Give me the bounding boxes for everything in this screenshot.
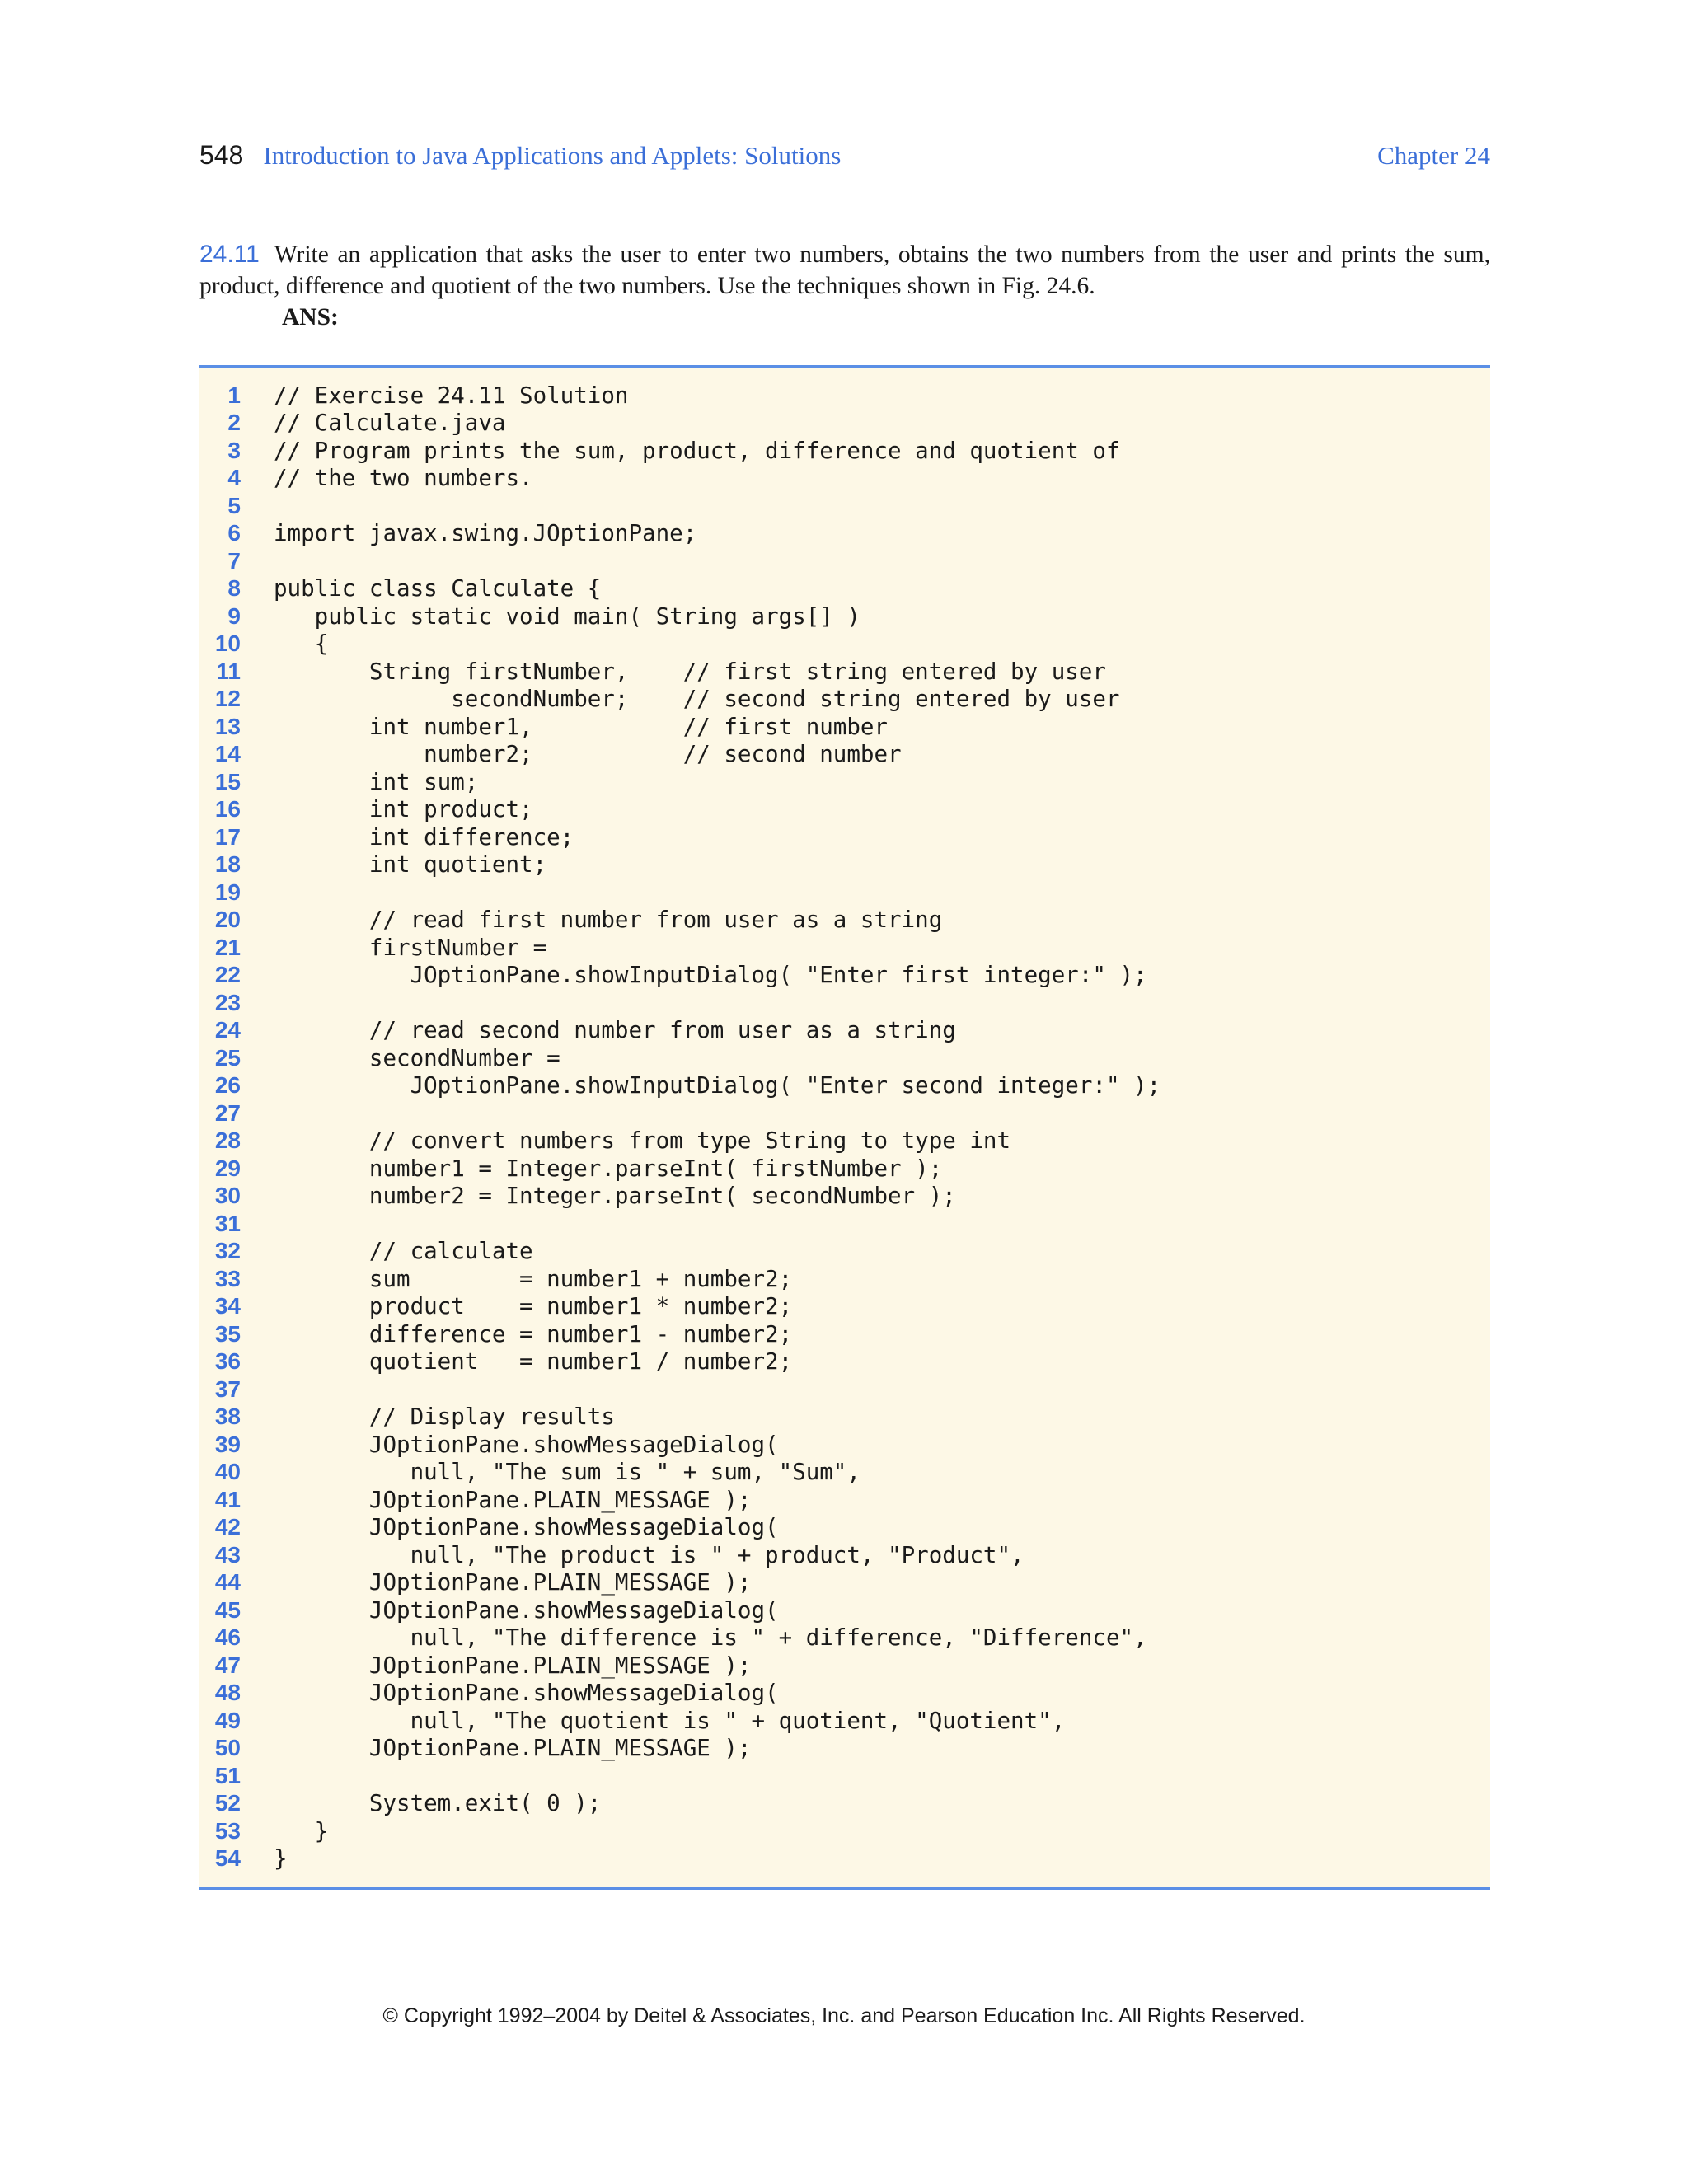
code-line <box>199 796 1490 824</box>
code-text: // Display results <box>274 1404 615 1431</box>
code-line <box>199 962 1490 990</box>
code-text: JOptionPane.showMessageDialog( <box>274 1514 779 1541</box>
code-line <box>199 989 1490 1017</box>
line-number: 44 <box>214 1569 241 1596</box>
code-line <box>199 1183 1490 1211</box>
code-line <box>199 1320 1490 1348</box>
line-number: 52 <box>214 1790 241 1816</box>
code-line <box>199 1072 1490 1100</box>
line-number: 46 <box>214 1624 241 1651</box>
line-number: 8 <box>227 575 241 602</box>
code-text: JOptionPane.showInputDialog( "Enter second integer:" ); <box>274 1072 1161 1099</box>
code-text: // Program prints the sum, product, difference and quotient of <box>274 437 1120 464</box>
code-text: null, "The difference is " + difference, "Difference", <box>274 1624 1147 1652</box>
line-number: 36 <box>214 1348 241 1375</box>
code-text: // read second number from user as a string <box>274 1017 956 1044</box>
line-number: 45 <box>214 1596 241 1623</box>
line-number: 53 <box>214 1817 241 1844</box>
line-number: 24 <box>214 1017 241 1043</box>
code-line <box>199 1404 1490 1432</box>
line-number: 5 <box>227 492 241 518</box>
code-line <box>199 1127 1490 1155</box>
page-number: 548 <box>199 140 244 170</box>
code-line <box>199 1596 1490 1624</box>
code-text: number2 = Integer.parseInt( secondNumber ); <box>274 1183 956 1210</box>
line-number: 11 <box>216 658 241 684</box>
line-number: 10 <box>214 630 241 657</box>
code-text: number1 = Integer.parseInt( firstNumber ); <box>274 1155 943 1182</box>
line-number: 3 <box>227 437 241 463</box>
code-text: // the two numbers. <box>274 465 533 492</box>
code-line <box>199 1624 1490 1652</box>
code-text: JOptionPane.showInputDialog( "Enter first integer:" ); <box>274 962 1147 989</box>
code-line <box>199 713 1490 741</box>
code-line <box>199 1017 1490 1045</box>
line-number: 28 <box>214 1127 241 1154</box>
line-number: 37 <box>214 1376 241 1402</box>
code-text: int difference; <box>274 823 574 851</box>
line-number: 7 <box>227 547 241 574</box>
line-number: 16 <box>214 796 241 823</box>
code-text: JOptionPane.showMessageDialog( <box>274 1431 779 1458</box>
code-line <box>199 1348 1490 1376</box>
code-text: JOptionPane.showMessageDialog( <box>274 1596 779 1624</box>
code-line <box>199 602 1490 630</box>
code-line <box>199 575 1490 603</box>
code-text: } <box>274 1845 288 1872</box>
code-text: quotient = number1 / number2; <box>274 1348 793 1376</box>
code-line <box>199 741 1490 769</box>
line-number: 19 <box>214 879 241 905</box>
line-number: 42 <box>214 1514 241 1540</box>
code-text: } <box>274 1817 329 1844</box>
code-line <box>199 768 1490 796</box>
line-number: 51 <box>214 1762 241 1788</box>
code-line <box>199 907 1490 935</box>
code-line <box>199 1431 1490 1459</box>
code-line <box>199 658 1490 686</box>
code-line <box>199 1044 1490 1072</box>
line-number: 49 <box>214 1707 241 1733</box>
code-line <box>199 686 1490 714</box>
code-text: product = number1 * number2; <box>274 1293 793 1320</box>
code-line <box>199 1817 1490 1845</box>
code-text: int quotient; <box>274 851 547 879</box>
code-line <box>199 547 1490 575</box>
code-line <box>199 1210 1490 1238</box>
line-number: 20 <box>214 907 241 933</box>
code-text: public static void main( String args[] ) <box>274 602 860 630</box>
code-line <box>199 879 1490 907</box>
code-line <box>199 492 1490 520</box>
code-line <box>199 1652 1490 1680</box>
line-number: 35 <box>214 1320 241 1347</box>
code-text: // calculate <box>274 1238 533 1265</box>
line-number: 54 <box>214 1845 241 1872</box>
code-line <box>199 1762 1490 1790</box>
code-line <box>199 437 1490 465</box>
line-number: 43 <box>214 1541 241 1568</box>
code-line <box>199 1541 1490 1569</box>
code-text: firstNumber = <box>274 934 547 961</box>
chapter-label: Chapter 24 <box>1377 141 1490 170</box>
code-line <box>199 520 1490 548</box>
line-number: 38 <box>214 1404 241 1430</box>
code-text: // convert numbers from type String to type int <box>274 1127 1011 1155</box>
code-text: // read first number from user as a string <box>274 907 943 934</box>
line-number: 27 <box>214 1099 241 1126</box>
line-number: 34 <box>214 1293 241 1319</box>
code-line <box>199 1099 1490 1127</box>
code-text: { <box>274 630 329 658</box>
code-text: String firstNumber, // first string entered by user <box>274 658 1106 685</box>
line-number: 6 <box>227 520 241 546</box>
line-number: 48 <box>214 1680 241 1706</box>
code-line <box>199 851 1490 879</box>
code-text: int number1, // first number <box>274 713 889 740</box>
code-text: // Exercise 24.11 Solution <box>274 382 629 409</box>
code-line <box>199 934 1490 962</box>
answer-label: ANS: <box>282 304 339 330</box>
line-number: 15 <box>214 768 241 794</box>
code-text: int product; <box>274 796 533 823</box>
code-line <box>199 382 1490 410</box>
line-number: 2 <box>227 410 241 436</box>
line-number: 25 <box>214 1044 241 1071</box>
code-line <box>199 1735 1490 1763</box>
code-line <box>199 1514 1490 1542</box>
line-number: 4 <box>227 465 241 491</box>
code-text: JOptionPane.PLAIN_MESSAGE ); <box>274 1569 752 1596</box>
code-text: import javax.swing.JOptionPane; <box>274 520 697 547</box>
exercise-number: 24.11 <box>199 241 260 268</box>
line-number: 30 <box>214 1183 241 1209</box>
code-listing <box>199 365 1490 1890</box>
code-text: secondNumber = <box>274 1044 560 1071</box>
line-number: 22 <box>214 962 241 988</box>
code-line <box>199 465 1490 493</box>
code-text: JOptionPane.PLAIN_MESSAGE ); <box>274 1652 752 1679</box>
code-line <box>199 1265 1490 1293</box>
line-number: 26 <box>214 1072 241 1099</box>
line-number: 21 <box>214 934 241 960</box>
code-text: int sum; <box>274 768 479 795</box>
code-line <box>199 1238 1490 1266</box>
line-number: 39 <box>214 1431 241 1457</box>
exercise-text: Write an application that asks the user to enter two numbers, obtains the two numbers from the user and prints the sum, product, difference and quotient of the two numbers. Use the techniques shown in Fig. 24.6. <box>199 241 1490 299</box>
line-number: 9 <box>227 602 241 629</box>
code-line <box>199 1376 1490 1404</box>
line-number: 33 <box>214 1265 241 1291</box>
code-text: System.exit( 0 ); <box>274 1790 602 1817</box>
line-number: 47 <box>214 1652 241 1678</box>
line-number: 23 <box>214 989 241 1015</box>
code-text: JOptionPane.PLAIN_MESSAGE ); <box>274 1735 752 1762</box>
line-number: 40 <box>214 1459 241 1485</box>
code-line <box>199 410 1490 438</box>
code-text: null, "The sum is " + sum, "Sum", <box>274 1459 860 1486</box>
code-line <box>199 1680 1490 1708</box>
code-text: sum = number1 + number2; <box>274 1265 793 1292</box>
code-line <box>199 630 1490 658</box>
code-text: public class Calculate { <box>274 575 602 602</box>
line-number: 32 <box>214 1238 241 1264</box>
code-line <box>199 1707 1490 1735</box>
code-text: // Calculate.java <box>274 410 506 437</box>
code-text: difference = number1 - number2; <box>274 1320 793 1347</box>
code-text: null, "The quotient is " + quotient, "Quotient", <box>274 1707 1066 1734</box>
line-number: 50 <box>214 1735 241 1761</box>
code-text: number2; // second number <box>274 741 902 768</box>
line-number: 17 <box>214 823 241 850</box>
code-line <box>199 1459 1490 1487</box>
line-number: 12 <box>214 686 241 712</box>
page-header <box>199 140 1490 180</box>
line-number: 41 <box>214 1486 241 1512</box>
code-line <box>199 823 1490 851</box>
code-line <box>199 1155 1490 1183</box>
code-line <box>199 1486 1490 1514</box>
line-number: 18 <box>214 851 241 878</box>
code-text: secondNumber; // second string entered by user <box>274 686 1120 713</box>
code-line <box>199 1845 1490 1873</box>
code-line <box>199 1293 1490 1321</box>
code-text: null, "The product is " + product, "Product", <box>274 1541 1025 1568</box>
code-text: JOptionPane.showMessageDialog( <box>274 1680 779 1707</box>
line-number: 13 <box>214 713 241 739</box>
code-text: JOptionPane.PLAIN_MESSAGE ); <box>274 1486 752 1513</box>
exercise-statement <box>199 239 1490 333</box>
running-title: Introduction to Java Applications and Applets: Solutions <box>263 141 842 170</box>
line-number: 31 <box>214 1210 241 1236</box>
line-number: 1 <box>227 382 241 408</box>
line-number: 14 <box>214 741 241 767</box>
line-number: 29 <box>214 1155 241 1181</box>
copyright-footer: © Copyright 1992–2004 by Deitel & Associates, Inc. and Pearson Education Inc. All Rights Reserved. <box>382 2004 1306 2027</box>
code-line <box>199 1790 1490 1818</box>
code-line <box>199 1569 1490 1597</box>
